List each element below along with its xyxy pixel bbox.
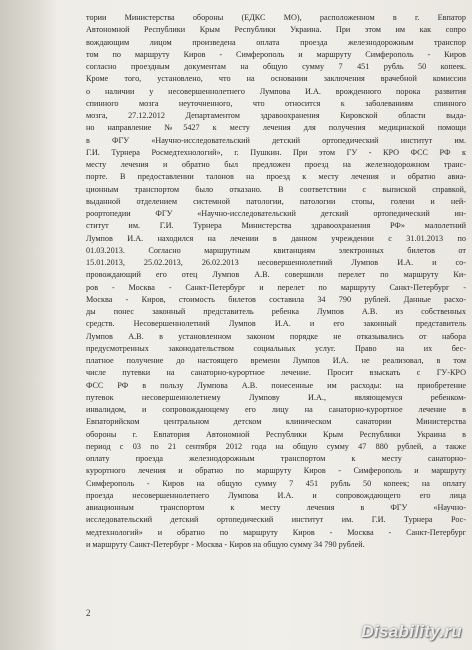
text-line: Кроме того, установлено, что на основании заключения врачебной комиссии xyxy=(86,74,466,84)
text-line: Лумпов А.В. в установленном законом порядке не отказывались от набора xyxy=(86,331,466,341)
text-line: вождающим лицом произведена оплата проезда железнодорожным транспор xyxy=(86,37,466,47)
text-line: инвалидом, и сопровождающему его лицу на санаторно-курортное лечение в xyxy=(86,405,466,414)
text-line: средств. Несовершеннолетний Лумпов И.А. и его законный представитель xyxy=(86,319,466,329)
text-line: и маршруту Санкт-Петербург - Москва - Киров на общую сумму 34 790 рублей. xyxy=(86,539,365,549)
text-line: ды понес законный представитель ребенка Лумпов А.В. из собственных xyxy=(86,307,466,316)
text-line: Автономной Республики Крым Республики Украина. При этом им как сопро xyxy=(86,25,466,35)
text-line: роортопедии ФГУ «Научно-исследовательский детский ортопедический ин- xyxy=(86,209,466,218)
text-line: исследовательский детский ортопедический институт им. Г.И. Турнера Рос- xyxy=(86,515,466,525)
page-shadow xyxy=(0,0,58,650)
text-line: ров - Москва - Санкт-Петербург и перелет по маршруту Санкт-Петербург - xyxy=(86,282,466,292)
text-line: мозга, 27.12.2012 Департаментом здравоохранения Кировской области выда- xyxy=(86,111,466,120)
site-watermark: Disability.ru xyxy=(361,622,462,641)
text-line: ФСС РФ в пользу Лумпова А.В. понесенные им расходы: на приобретение xyxy=(86,380,466,390)
text-line: провождающий его отец Лумпов А.В. совершили перелет по маршруту Ки- xyxy=(86,270,466,280)
text-line: медтехнологий» и обратно по маршруту Киров - Москва - Санкт-Петербург xyxy=(86,527,466,537)
document-text xyxy=(86,12,466,551)
text-line: согласно проездным документам на общую сумму 7 451 рубль 50 копеек. xyxy=(86,62,466,71)
text-line: ститут им. Г.И. Турнера Министерства здравоохранения РФ» малолетний xyxy=(86,221,466,231)
text-line: Евпаторийском центральном детском клиническом санатории Министерства xyxy=(86,417,466,427)
text-line: том по маршруту Киров - Симферополь и маршруту Симферополь - Киров xyxy=(86,49,466,59)
text-line: числе путевки на санаторно-курортное лечение. Просит взыскать с ГУ-КРО xyxy=(86,368,466,378)
text-line: авиационным транспортом к месту лечения в ФГУ «Научно- xyxy=(86,503,466,512)
text-line: Г.И. Турнера Росмедтехнологий», г. Пушкин. При этом ГУ - КРО ФСС РФ к xyxy=(86,147,466,157)
text-line: тории Министерства обороны (ЕДКС МО), расположенном в г. Евпатор xyxy=(86,13,466,22)
text-line: Симферополь - Киров на общую сумму 7 451 рубль 50 копеек; на оплату xyxy=(86,478,466,488)
text-line: Лумпов И.А. находился на лечении в данном учреждении с 31.01.2013 по xyxy=(86,233,466,243)
text-line: курортного лечения и обратно по маршруту Киров - Симферополь и маршруту xyxy=(86,466,466,476)
text-line: о наличии у несовершеннолетнего Лумпова И.А. врожденного порока развития xyxy=(86,86,466,96)
text-line: порте. В предоставлении талонов на проезд к месту лечения и обратно авиа- xyxy=(86,172,466,182)
text-line: 01.03.2013. Согласно маршрутным квитанциям электронных билетов от xyxy=(86,245,466,255)
text-line: в ФГУ «Научно-исследовательский детский ортопедический институт им. xyxy=(86,135,466,145)
text-line: 15.01.2013, 25.02.2013, 26.02.2013 несовершеннолетний Лумпов И.А. и со- xyxy=(86,258,466,267)
text-line: оплату проезда железнодорожным транспортом к месту санаторно- xyxy=(86,454,466,463)
text-line: проезда несовершеннолетнего Лумпова И.А. и сопровождающего его лица xyxy=(86,490,466,500)
text-line: выданной отделением системной патологии, патологии стопы, голени и ней- xyxy=(86,196,466,206)
text-line: ционным транспортом было отказано. В соответствии с выпиской справкой, xyxy=(86,184,466,194)
text-line: путевок несовершеннолетнему Лумпову И.А., являющемуся ребенком- xyxy=(86,392,466,402)
text-line: спинного мозга неуточненного, что относится к заболеваниям спинного xyxy=(86,98,466,108)
text-line: период с 03 по 21 сентября 2012 года на общую сумму 47 880 рублей, а также xyxy=(86,441,466,451)
text-line: платное получение до настоящего времени Лумпов И.А. не реализовал, в том xyxy=(86,356,466,365)
text-line: Москва - Киров, стоимость билетов составила 34 790 рублей. Данные расхо- xyxy=(86,294,466,304)
text-line: но направление №5427 к месту лечения для получения медицинской помощи xyxy=(86,123,466,133)
page-number: 2 xyxy=(86,608,91,618)
text-line: месту лечения и обратно был предложен проезд на железнодорожном транс- xyxy=(86,160,466,169)
text-line: обороны г. Евпатория Автономной Республики Крым Республики Украина в xyxy=(86,429,466,439)
text-line: предусмотренных законодательством социальных услуг. Право на их бес- xyxy=(86,343,466,353)
